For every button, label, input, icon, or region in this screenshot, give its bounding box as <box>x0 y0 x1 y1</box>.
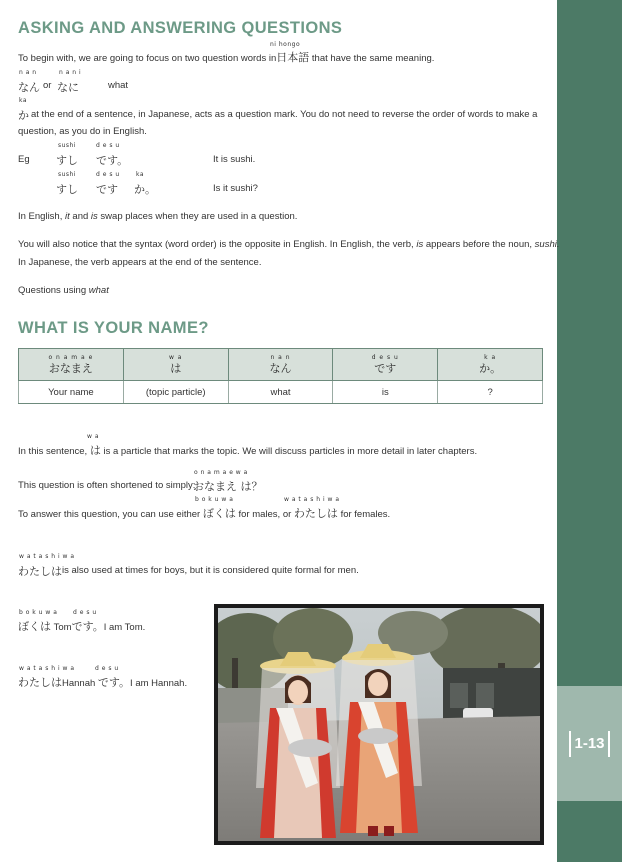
intro-prefix: To begin with, we are going to focus on two question words in <box>18 53 277 64</box>
table-cell: ? <box>438 381 543 404</box>
header-kana: です <box>374 362 397 375</box>
boku-furigana: b o k u w a <box>195 496 234 503</box>
syntax-sushi: sushi. <box>534 239 560 250</box>
header-furigana: n a n <box>270 354 291 361</box>
photo-two-girls-traditional-dress <box>218 608 540 841</box>
hannah-jp1: わたしは <box>18 676 62 689</box>
header-kana: は <box>170 362 182 375</box>
nan-furigana: n a n <box>19 69 37 76</box>
sushi-furigana-2: sushi <box>58 171 77 178</box>
particle-text <box>18 445 477 458</box>
or-text: or <box>43 80 52 91</box>
table-cell: is <box>333 381 438 404</box>
table-header-cell <box>228 349 333 381</box>
formal-furigana: w a t a s h i w a <box>19 553 75 560</box>
particle-wa: は <box>89 444 101 457</box>
ka-furigana: ka <box>19 97 28 104</box>
wa-furigana: w a <box>87 433 99 440</box>
swap-and: and <box>72 211 89 222</box>
sushi-furigana: sushi <box>58 142 77 149</box>
questions-using <box>18 285 109 297</box>
ka-explanation: at the end of a sentence, in Japanese, acts as a question mark. You do not need to reverse the order of words to make a <box>31 109 538 120</box>
example1-english: It is sushi. <box>213 154 256 165</box>
table-header-row <box>19 349 543 381</box>
desu-furigana: d e s u <box>96 142 120 149</box>
tom-english: I am Tom. <box>103 622 146 633</box>
header-furigana: w a <box>168 354 183 361</box>
hannah-english: I am Hannah. <box>130 678 188 689</box>
eg-label: Eg <box>18 154 30 165</box>
hannah-line <box>18 677 187 690</box>
tom-furigana-1: b o k u w a <box>19 609 58 616</box>
shortened-furigana: o n a m a e w a <box>194 469 248 476</box>
tom-jp1: ぼくは <box>18 620 51 633</box>
table-header-cell <box>19 349 124 381</box>
shortened-text: This question is often shortened to simply: <box>18 480 196 491</box>
example2-sushi: すし <box>56 183 78 196</box>
ka-explanation-2: question, as you do in English. <box>18 126 147 137</box>
intro-kanji: 日本語 <box>276 51 310 64</box>
table-cell: (topic particle) <box>123 381 228 404</box>
questions-using-text: Questions using <box>18 285 87 296</box>
intro-text <box>18 52 434 65</box>
answer-b: for males, or <box>238 509 292 520</box>
header-kana: なん <box>269 362 292 375</box>
example2-desu: です <box>96 183 118 196</box>
desu-furigana-2: d e s u <box>96 171 120 178</box>
syntax-is: is <box>416 239 424 250</box>
formal-text: is also used at times for boys, but it is considered quite formal for men. <box>62 565 359 576</box>
answer-wata: わたしは <box>293 507 338 520</box>
vocab-table <box>18 348 543 404</box>
page-tab <box>557 686 622 801</box>
what-text: what <box>108 80 129 91</box>
example1-desu: です。 <box>96 154 129 167</box>
header-kana: か。 <box>479 362 502 375</box>
questions-using-what: what <box>88 285 109 296</box>
answer-c: for females. <box>340 509 391 520</box>
photo-frame <box>214 604 544 845</box>
nani-kana: なに <box>57 81 79 94</box>
tom-jp2: です。 <box>71 620 104 633</box>
example1-sushi: すし <box>56 154 78 167</box>
tom-name: Tom <box>53 622 72 633</box>
syntax-b: appears before the noun, <box>425 239 533 250</box>
header-furigana: k a <box>484 354 497 361</box>
table-row <box>19 381 543 404</box>
intro-suffix: that have the same meaning. <box>311 53 435 64</box>
table-header-cell <box>333 349 438 381</box>
swap-is: is <box>90 211 98 222</box>
hannah-jp2: です。 <box>97 676 131 689</box>
page-number: 1-13 <box>569 731 609 757</box>
intro-furigana: ni hongo <box>270 41 301 48</box>
wata-furigana: w a t a s h i w a <box>284 496 340 503</box>
particle-b: is a particle that marks the topic. We will discuss particles in more detail in later chapters. <box>103 446 478 457</box>
shortened-jp: おなまえ は？ <box>193 480 263 493</box>
nani-furigana: n a n i <box>59 69 82 76</box>
table-cell: Your name <box>19 381 124 404</box>
swap-text <box>18 211 297 223</box>
swap-it: it <box>65 211 70 222</box>
tom-furigana-2: d e s u <box>73 609 97 616</box>
header-furigana: o n a m a e <box>48 354 94 361</box>
tom-line <box>18 621 145 634</box>
swap-a: In English, <box>18 211 63 222</box>
syntax-line2: In Japanese, the verb appears at the end of the sentence. <box>18 257 262 268</box>
answer-text <box>18 508 390 521</box>
example2-ka: か。 <box>134 183 156 196</box>
particle-a: In this sentence, <box>18 446 88 457</box>
header-furigana: d e s u <box>371 354 399 361</box>
table-cell: what <box>228 381 333 404</box>
ka-kana: か <box>18 109 29 122</box>
hannah-furigana-1: w a t a s h i w a <box>19 665 75 672</box>
section-heading-name: WHAT IS YOUR NAME? <box>18 319 209 337</box>
header-kana: おなまえ <box>48 362 93 375</box>
swap-b: swap places when they are used in a question. <box>100 211 298 222</box>
formal-jp: わたしは <box>18 565 62 578</box>
table-header-cell <box>123 349 228 381</box>
hannah-name: Hannah <box>62 678 96 689</box>
example2-english: Is it sushi? <box>213 183 258 194</box>
nan-kana: なん <box>18 81 40 94</box>
section-heading-asking: ASKING AND ANSWERING QUESTIONS <box>18 19 343 37</box>
ka-furigana-2: ka <box>136 171 145 178</box>
answer-a: To answer this question, you can use either <box>18 509 201 520</box>
answer-boku: ぼくは <box>202 507 236 520</box>
hannah-furigana-2: d e s u <box>95 665 119 672</box>
table-header-cell <box>438 349 543 381</box>
syntax-a: You will also notice that the syntax (word order) is the opposite in English. In English, the verb, <box>18 239 414 250</box>
syntax-text <box>18 239 560 251</box>
